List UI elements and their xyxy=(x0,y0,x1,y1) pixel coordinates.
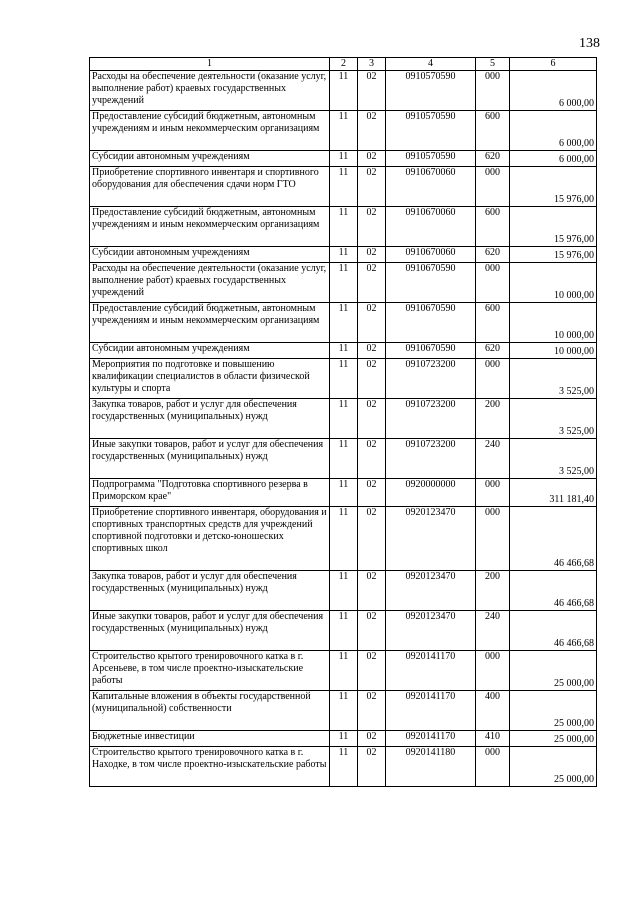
table-row xyxy=(90,399,597,439)
column-header: 5 xyxy=(476,58,510,71)
row-amount: 3 525,00 xyxy=(510,399,597,439)
row-amount: 46 466,68 xyxy=(510,611,597,651)
row-amount: 46 466,68 xyxy=(510,507,597,571)
row-amount: 15 976,00 xyxy=(510,247,597,263)
row-section: 11 xyxy=(330,571,358,611)
row-amount: 10 000,00 xyxy=(510,343,597,359)
table-row xyxy=(90,303,597,343)
budget-table xyxy=(89,57,597,787)
row-target-article: 0910670590 xyxy=(386,343,476,359)
row-description: Закупка товаров, работ и услуг для обеспечения государственных (муниципальных) нужд xyxy=(90,571,330,611)
row-expense-type: 240 xyxy=(476,611,510,651)
row-target-article: 0910570590 xyxy=(386,151,476,167)
row-section: 11 xyxy=(330,263,358,303)
row-target-article: 0910723200 xyxy=(386,399,476,439)
row-target-article: 0910670060 xyxy=(386,247,476,263)
row-description: Субсидии автономным учреждениям xyxy=(90,247,330,263)
row-section: 11 xyxy=(330,111,358,151)
row-section: 11 xyxy=(330,651,358,691)
table-row xyxy=(90,507,597,571)
row-expense-type: 200 xyxy=(476,571,510,611)
row-description: Бюджетные инвестиции xyxy=(90,731,330,747)
row-subsection: 02 xyxy=(358,507,386,571)
row-expense-type: 000 xyxy=(476,747,510,787)
row-subsection: 02 xyxy=(358,691,386,731)
table-body xyxy=(90,71,597,787)
row-description: Субсидии автономным учреждениям xyxy=(90,343,330,359)
table-row xyxy=(90,479,597,507)
row-subsection: 02 xyxy=(358,439,386,479)
row-description: Предоставление субсидий бюджетным, автономным учреждениям и иным некоммерческим организациям xyxy=(90,207,330,247)
row-target-article: 0910670590 xyxy=(386,303,476,343)
row-amount: 10 000,00 xyxy=(510,263,597,303)
row-expense-type: 000 xyxy=(476,359,510,399)
row-description: Приобретение спортивного инвентаря и спортивного оборудования для обеспечения сдачи норм ГТО xyxy=(90,167,330,207)
row-subsection: 02 xyxy=(358,611,386,651)
column-header: 3 xyxy=(358,58,386,71)
row-amount: 6 000,00 xyxy=(510,151,597,167)
row-expense-type: 200 xyxy=(476,399,510,439)
row-amount: 15 976,00 xyxy=(510,167,597,207)
row-expense-type: 000 xyxy=(476,71,510,111)
row-amount: 25 000,00 xyxy=(510,691,597,731)
row-subsection: 02 xyxy=(358,343,386,359)
row-section: 11 xyxy=(330,747,358,787)
row-description: Подпрограмма "Подготовка спортивного резерва в Приморском крае" xyxy=(90,479,330,507)
table-row xyxy=(90,111,597,151)
row-amount: 311 181,40 xyxy=(510,479,597,507)
row-description: Закупка товаров, работ и услуг для обеспечения государственных (муниципальных) нужд xyxy=(90,399,330,439)
row-expense-type: 620 xyxy=(476,151,510,167)
table-row xyxy=(90,343,597,359)
row-description: Капитальные вложения в объекты государственной (муниципальной) собственности xyxy=(90,691,330,731)
row-section: 11 xyxy=(330,151,358,167)
column-header: 4 xyxy=(386,58,476,71)
row-expense-type: 240 xyxy=(476,439,510,479)
row-subsection: 02 xyxy=(358,359,386,399)
table-row xyxy=(90,151,597,167)
table-row xyxy=(90,263,597,303)
row-expense-type: 600 xyxy=(476,303,510,343)
row-expense-type: 600 xyxy=(476,207,510,247)
row-subsection: 02 xyxy=(358,207,386,247)
row-description: Расходы на обеспечение деятельности (оказание услуг, выполнение работ) краевых государственных учреждений xyxy=(90,71,330,111)
row-expense-type: 410 xyxy=(476,731,510,747)
row-target-article: 0920123470 xyxy=(386,571,476,611)
row-subsection: 02 xyxy=(358,571,386,611)
row-target-article: 0910670590 xyxy=(386,263,476,303)
row-target-article: 0920000000 xyxy=(386,479,476,507)
row-expense-type: 000 xyxy=(476,479,510,507)
row-description: Мероприятия по подготовке и повышению квалификации специалистов в области физической культуры и спорта xyxy=(90,359,330,399)
row-section: 11 xyxy=(330,731,358,747)
row-target-article: 0910723200 xyxy=(386,439,476,479)
row-target-article: 0920123470 xyxy=(386,611,476,651)
row-amount: 10 000,00 xyxy=(510,303,597,343)
row-section: 11 xyxy=(330,247,358,263)
row-expense-type: 000 xyxy=(476,651,510,691)
row-amount: 25 000,00 xyxy=(510,651,597,691)
row-subsection: 02 xyxy=(358,303,386,343)
row-description: Расходы на обеспечение деятельности (оказание услуг, выполнение работ) краевых государственных учреждений xyxy=(90,263,330,303)
table-row xyxy=(90,439,597,479)
row-subsection: 02 xyxy=(358,263,386,303)
row-amount: 25 000,00 xyxy=(510,731,597,747)
row-description: Иные закупки товаров, работ и услуг для обеспечения государственных (муниципальных) нужд xyxy=(90,439,330,479)
row-amount: 46 466,68 xyxy=(510,571,597,611)
table-row xyxy=(90,207,597,247)
table-row xyxy=(90,731,597,747)
row-expense-type: 400 xyxy=(476,691,510,731)
row-description: Строительство крытого тренировочного катка в г. Арсеньеве, в том числе проектно-изыскательские работы xyxy=(90,651,330,691)
row-section: 11 xyxy=(330,507,358,571)
row-target-article: 0910570590 xyxy=(386,71,476,111)
table-row xyxy=(90,651,597,691)
row-target-article: 0910570590 xyxy=(386,111,476,151)
row-description: Предоставление субсидий бюджетным, автономным учреждениям и иным некоммерческим организациям xyxy=(90,303,330,343)
row-subsection: 02 xyxy=(358,167,386,207)
row-description: Строительство крытого тренировочного катка в г. Находке, в том числе проектно-изыскательские работы xyxy=(90,747,330,787)
row-description: Приобретение спортивного инвентаря, оборудования и спортивных транспортных средств для учреждений спортивной подготовки и детско-юношеских спортивных школ xyxy=(90,507,330,571)
row-section: 11 xyxy=(330,439,358,479)
row-target-article: 0910670060 xyxy=(386,207,476,247)
row-expense-type: 620 xyxy=(476,343,510,359)
row-amount: 25 000,00 xyxy=(510,747,597,787)
row-section: 11 xyxy=(330,343,358,359)
row-amount: 15 976,00 xyxy=(510,207,597,247)
table-row xyxy=(90,359,597,399)
row-amount: 3 525,00 xyxy=(510,439,597,479)
row-section: 11 xyxy=(330,359,358,399)
row-target-article: 0920141170 xyxy=(386,691,476,731)
row-description: Субсидии автономным учреждениям xyxy=(90,151,330,167)
row-expense-type: 000 xyxy=(476,507,510,571)
row-amount: 6 000,00 xyxy=(510,111,597,151)
row-expense-type: 000 xyxy=(476,167,510,207)
row-expense-type: 600 xyxy=(476,111,510,151)
row-target-article: 0920141170 xyxy=(386,731,476,747)
row-subsection: 02 xyxy=(358,399,386,439)
row-target-article: 0910670060 xyxy=(386,167,476,207)
column-header: 6 xyxy=(510,58,597,71)
table-row xyxy=(90,691,597,731)
column-header: 1 xyxy=(90,58,330,71)
table-header-row xyxy=(90,58,597,71)
row-target-article: 0910723200 xyxy=(386,359,476,399)
row-section: 11 xyxy=(330,303,358,343)
row-target-article: 0920141170 xyxy=(386,651,476,691)
row-target-article: 0920141180 xyxy=(386,747,476,787)
row-section: 11 xyxy=(330,167,358,207)
row-section: 11 xyxy=(330,479,358,507)
row-description: Предоставление субсидий бюджетным, автономным учреждениям и иным некоммерческим организациям xyxy=(90,111,330,151)
table-row xyxy=(90,71,597,111)
row-amount: 3 525,00 xyxy=(510,359,597,399)
table-row xyxy=(90,247,597,263)
row-subsection: 02 xyxy=(358,111,386,151)
table-row xyxy=(90,747,597,787)
row-amount: 6 000,00 xyxy=(510,71,597,111)
row-section: 11 xyxy=(330,399,358,439)
row-subsection: 02 xyxy=(358,731,386,747)
table-row xyxy=(90,167,597,207)
row-expense-type: 620 xyxy=(476,247,510,263)
row-subsection: 02 xyxy=(358,651,386,691)
row-subsection: 02 xyxy=(358,151,386,167)
row-section: 11 xyxy=(330,71,358,111)
column-header: 2 xyxy=(330,58,358,71)
row-section: 11 xyxy=(330,207,358,247)
row-description: Иные закупки товаров, работ и услуг для обеспечения государственных (муниципальных) нужд xyxy=(90,611,330,651)
table-row xyxy=(90,611,597,651)
row-section: 11 xyxy=(330,691,358,731)
table-row xyxy=(90,571,597,611)
row-expense-type: 000 xyxy=(476,263,510,303)
row-subsection: 02 xyxy=(358,747,386,787)
row-section: 11 xyxy=(330,611,358,651)
row-target-article: 0920123470 xyxy=(386,507,476,571)
row-subsection: 02 xyxy=(358,247,386,263)
page-number: 138 xyxy=(579,36,600,51)
row-subsection: 02 xyxy=(358,479,386,507)
row-subsection: 02 xyxy=(358,71,386,111)
